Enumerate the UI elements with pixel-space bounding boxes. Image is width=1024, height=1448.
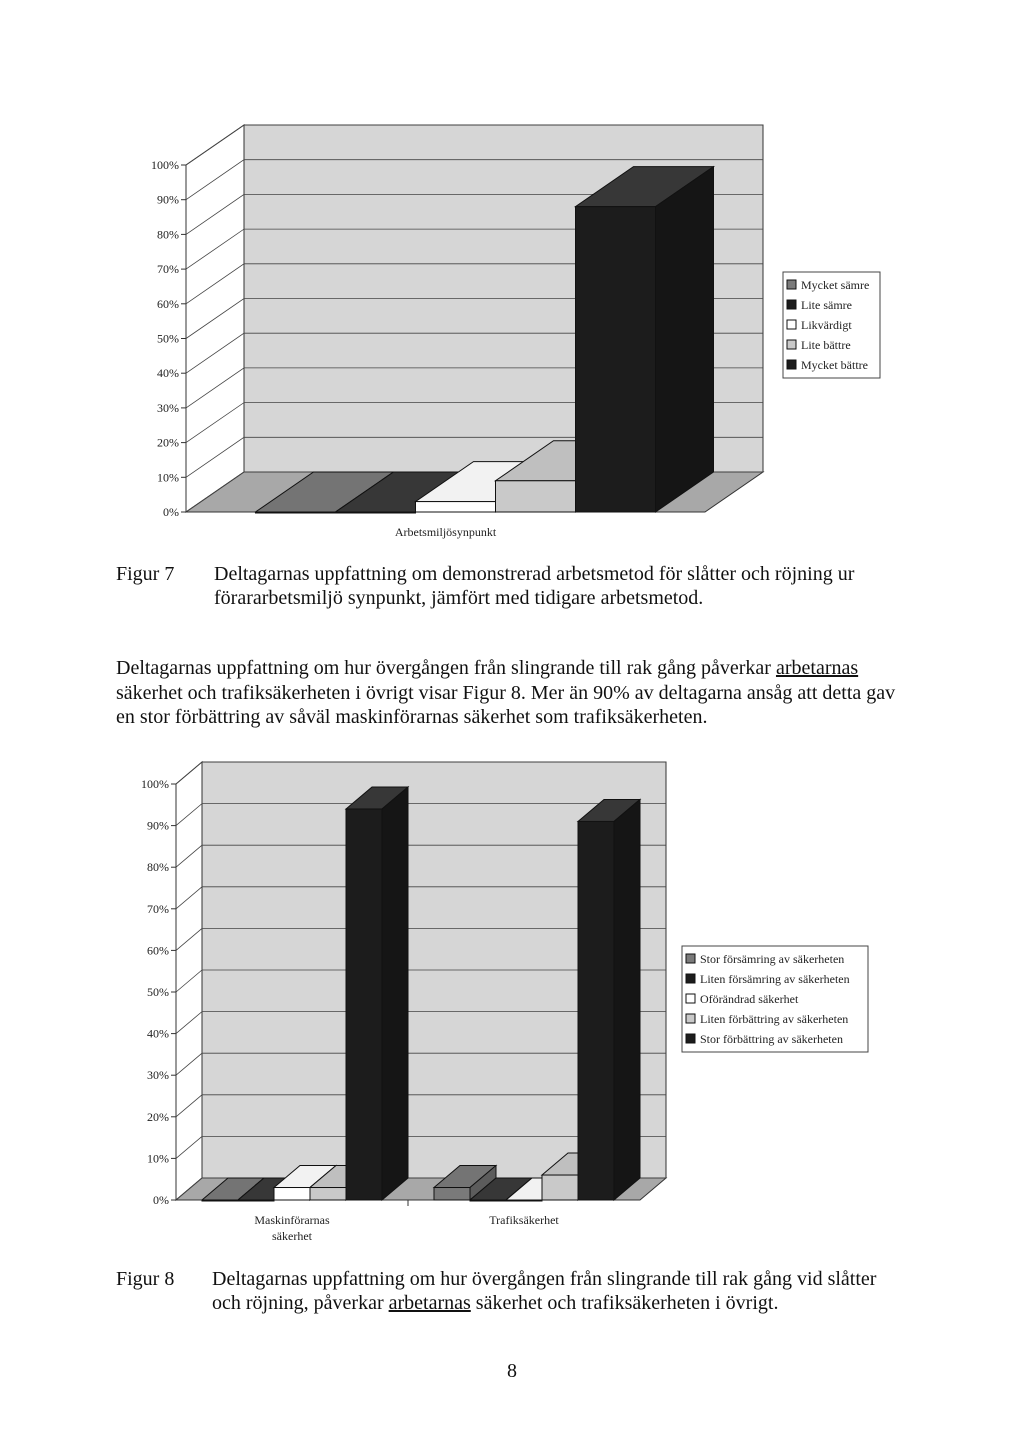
legend-label: Likvärdigt <box>801 318 852 332</box>
bar-side <box>382 787 408 1200</box>
y-tick-label: 60% <box>157 296 179 311</box>
y-tick-label: 40% <box>157 366 179 381</box>
bar-front <box>310 1188 346 1200</box>
legend-label: Stor förbättring av säkerheten <box>700 1032 843 1046</box>
legend-swatch <box>686 1014 695 1023</box>
figure-7-label: Figur 7 <box>116 563 175 585</box>
legend-label: Mycket sämre <box>801 278 870 292</box>
y-tick-label: 20% <box>147 1109 169 1124</box>
legend-swatch <box>787 300 796 309</box>
legend-label: Mycket bättre <box>801 358 868 372</box>
legend-label: Lite bättre <box>801 338 851 352</box>
paragraph-text-1: Deltagarnas uppfattning om hur övergången från slingrande till rak gång påverkar <box>116 657 776 679</box>
y-tick-label: 80% <box>157 227 179 242</box>
bar-front <box>542 1175 578 1200</box>
figure-7-chart <box>0 0 1024 560</box>
y-tick-label: 100% <box>141 777 169 791</box>
legend-swatch <box>686 994 695 1003</box>
figure-8-label: Figur 8 <box>116 1268 175 1290</box>
figure-8-caption <box>212 1267 892 1315</box>
figure-8-caption-text-1: Deltagarnas uppfattning om hur övergången från slingrande till rak gång vid slåtter och röjning, påverkar <box>212 1268 877 1314</box>
x-category-label: Trafiksäkerhet <box>489 1213 559 1227</box>
figure-8-caption-underlined: arbetarnas <box>388 1292 471 1314</box>
figure-8-svg <box>0 740 1024 1260</box>
bar-front <box>578 821 614 1200</box>
bar-front <box>470 1200 506 1201</box>
x-category-label: Maskinförarnas <box>254 1213 330 1227</box>
legend-label: Liten försämring av säkerheten <box>700 972 850 986</box>
bar-front <box>274 1188 310 1200</box>
legend-swatch <box>787 280 796 289</box>
legend-swatch <box>686 1034 695 1043</box>
bar-front <box>202 1200 238 1201</box>
y-tick-label: 50% <box>157 331 179 346</box>
legend-swatch <box>787 360 796 369</box>
y-tick-label: 0% <box>153 1193 169 1207</box>
y-tick-label: 20% <box>157 435 179 450</box>
figure-7-caption: Deltagarnas uppfattning om demonstrerad arbetsmetod för slåtter och röjning ur förararbetsmiljö synpunkt, jämfört med tidigare arbetsmetod. <box>214 563 855 609</box>
x-category-label: säkerhet <box>272 1229 312 1243</box>
y-tick-label: 40% <box>147 1026 169 1041</box>
y-tick-label: 10% <box>147 1151 169 1166</box>
y-tick-label: 80% <box>147 860 169 875</box>
x-category-label: Arbetsmiljösynpunkt <box>394 525 497 539</box>
bar-front <box>434 1188 470 1200</box>
y-tick-label: 70% <box>147 901 169 916</box>
legend-swatch <box>787 340 796 349</box>
legend-swatch <box>686 974 695 983</box>
figure-7-svg <box>0 0 1024 560</box>
bar-side <box>614 799 640 1200</box>
paragraph-text-2: säkerhet och trafiksäkerheten i övrigt visar Figur 8. Mer än 90% av deltagarna ansåg att detta gav en stor förbättring av såväl maskinförarnas säkerhet som trafiksäkerheten. <box>116 681 896 728</box>
figure-8-caption-text-2: säkerhet och trafiksäkerheten i övrigt. <box>470 1292 779 1314</box>
bar-front <box>256 512 336 513</box>
y-tick-label: 60% <box>147 943 169 958</box>
y-tick-label: 90% <box>157 192 179 207</box>
legend-label: Stor försämring av säkerheten <box>700 952 845 966</box>
bar-front <box>416 502 496 512</box>
legend-label: Lite sämre <box>801 298 852 312</box>
bar-front <box>346 809 382 1200</box>
y-tick-label: 10% <box>157 470 179 485</box>
page-number: 8 <box>507 1360 517 1382</box>
y-tick-label: 0% <box>163 505 179 519</box>
paragraph-underlined: arbetarnas <box>775 657 859 679</box>
bar-front <box>238 1200 274 1201</box>
y-tick-label: 70% <box>157 262 179 277</box>
y-tick-label: 50% <box>147 985 169 999</box>
legend-swatch <box>686 954 695 963</box>
body-paragraph <box>116 656 906 730</box>
y-tick-label: 100% <box>151 158 179 172</box>
legend-swatch <box>787 320 796 329</box>
bar-front <box>336 512 416 513</box>
bar-front <box>576 207 656 512</box>
bar-side <box>656 167 714 512</box>
y-tick-label: 90% <box>147 818 169 833</box>
legend-label: Oförändrad säkerhet <box>700 992 799 1006</box>
y-tick-label: 30% <box>157 400 179 415</box>
figure-8-chart <box>0 740 1024 1260</box>
bar-front <box>506 1200 542 1201</box>
legend-label: Liten förbättring av säkerheten <box>700 1012 849 1026</box>
bar-front <box>496 481 576 512</box>
y-tick-label: 30% <box>147 1068 169 1083</box>
